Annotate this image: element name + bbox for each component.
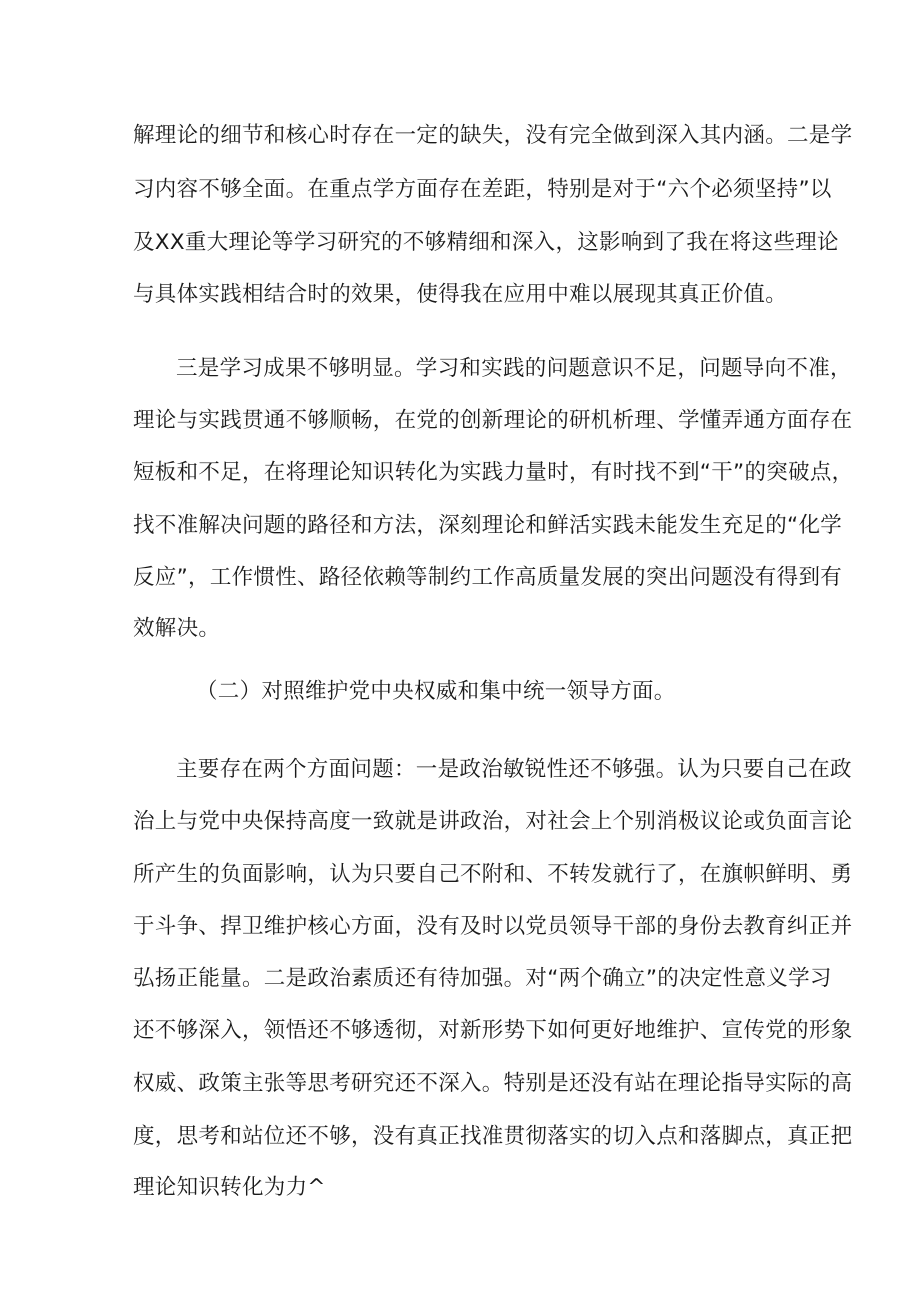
paragraph-3-line-7: 权威、政策主张等思考研究还不深入。特别是还没有站在理论指导实际的高 bbox=[133, 1071, 853, 1096]
paragraph-3-line-9: 理论知识转化为力^ bbox=[133, 1175, 326, 1200]
paragraph-3-line-6: 还不够深入，领悟还不够透彻，对新形势下如何更好地维护、宣传党的形象 bbox=[133, 1018, 853, 1043]
paragraph-1-line-1: 解理论的细节和核心时存在一定的缺失，没有完全做到深入其内涵。二是学 bbox=[133, 123, 853, 148]
paragraph-2-line-5: 反应”，工作惯性、路径依赖等制约工作高质量发展的突出问题没有得到有 bbox=[133, 565, 843, 590]
paragraph-2-line-6: 效解决。 bbox=[133, 616, 221, 641]
paragraph-3-line-2: 治上与党中央保持高度一致就是讲政治，对社会上个别消极议论或负面言论 bbox=[133, 809, 853, 834]
paragraph-2-line-4: 找不准解决问题的路径和方法，深刻理论和鲜活实践未能发生充足的“化学 bbox=[133, 513, 843, 538]
paragraph-2-line-3: 短板和不足，在将理论知识转化为实践力量时，有时找不到“干”的突破点， bbox=[133, 460, 854, 485]
paragraph-2-line-2: 理论与实践贯通不够顺畅，在党的创新理论的研机析理、学懂弄通方面存在 bbox=[133, 408, 853, 433]
paragraph-1-line-4: 与具体实践相结合时的效果，使得我在应用中难以展现其真正价值。 bbox=[133, 282, 788, 307]
paragraph-1-line-2: 习内容不够全面。在重点学方面存在差距，特别是对于“六个必须坚持”以 bbox=[133, 177, 832, 202]
paragraph-3-line-5: 弘扬正能量。二是政治素质还有待加强。对“两个确立”的决定性意义学习 bbox=[133, 966, 832, 991]
paragraph-3-line-4: 于斗争、捍卫维护核心方面，没有及时以党员领导干部的身份去教育纠正并 bbox=[133, 914, 853, 939]
section-heading: （二）对照维护党中央权威和集中统一领导方面。 bbox=[196, 679, 676, 704]
paragraph-3-line-3: 所产生的负面影响，认为只要自己不附和、不转发就行了，在旗帜鲜明、勇 bbox=[133, 862, 853, 887]
paragraph-2-line-1: 三是学习成果不够明显。学习和实践的问题意识不足，问题导向不准， bbox=[176, 356, 852, 381]
paragraph-3-line-1: 主要存在两个方面问题：一是政治敏锐性还不够强。认为只要自己在政 bbox=[176, 757, 852, 782]
paragraph-1-line-3: 及XX重大理论等学习研究的不够精细和深入，这影响到了我在将这些理论 bbox=[133, 230, 839, 255]
paragraph-3-line-8: 度，思考和站位还不够，没有真正找准贯彻落实的切入点和落脚点，真正把 bbox=[133, 1124, 853, 1149]
